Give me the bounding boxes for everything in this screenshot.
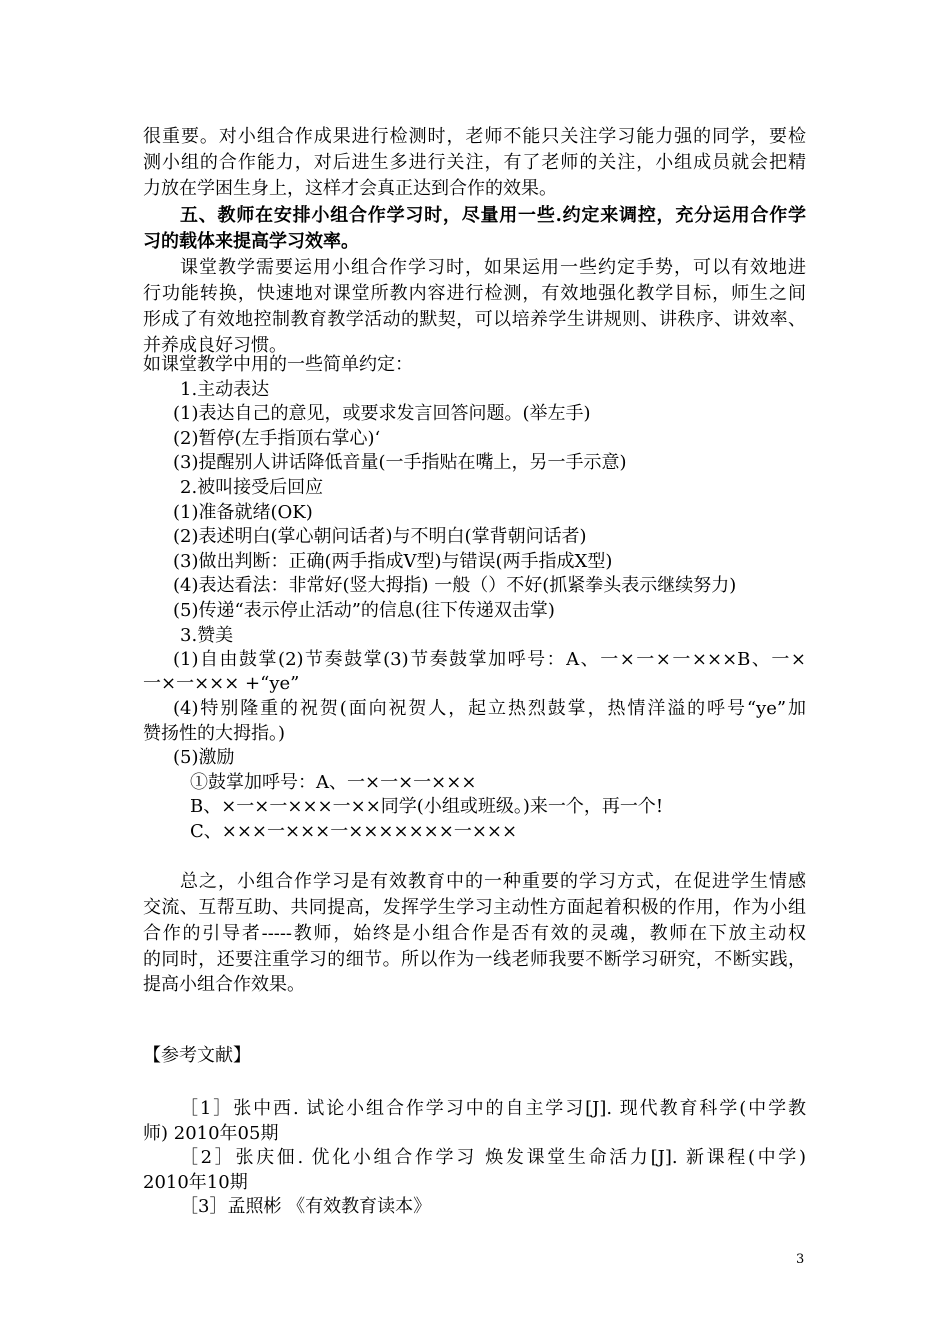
list-item: (1)自由鼓掌(2)节奏鼓掌(3)节奏鼓掌加呼号：A、一×一×一×××B、一× — [173, 649, 806, 670]
reference-item: ［3］孟照彬 《有效教育读本》 — [180, 1196, 432, 1217]
body-line: 行功能转换，快速地对课堂所教内容进行检测，有效地强化教学目标，师生之间 — [143, 283, 806, 304]
body-line: 提高小组合作效果。 — [143, 974, 305, 995]
body-line: 合作的引导者-----教师，始终是小组合作是否有效的灵魂，教师在下放主动权 — [143, 923, 806, 944]
body-line: 测小组的合作能力，对后进生多进行关注，有了老师的关注，小组成员就会把精 — [143, 152, 806, 173]
section-heading: 五、教师在安排小组合作学习时，尽量用一些.约定来调控，充分运用合作学 — [180, 205, 806, 226]
list-heading: 2.被叫接受后回应 — [180, 477, 324, 498]
list-item: 赞扬性的大拇指。) — [143, 723, 286, 744]
reference-item: 2010年10期 — [143, 1172, 248, 1193]
body-line: 如课堂教学中用的一些简单约定： — [143, 354, 413, 375]
list-heading: 3.赞美 — [180, 625, 234, 646]
list-item: (2)暂停(左手指顶右掌心)‘ — [173, 428, 381, 449]
references-heading: 【参考文献】 — [143, 1045, 251, 1066]
reference-item: ［2］张庆佃. 优化小组合作学习 焕发课堂生命活力[J]. 新课程(中学) — [180, 1147, 806, 1168]
list-item: (1)表达自己的意见，或要求发言回答问题。(举左手) — [173, 403, 591, 424]
reference-item: 师) 2010年05期 — [143, 1123, 279, 1144]
page-number: 3 — [796, 1252, 805, 1267]
body-line: 并养成良好习惯。 — [143, 335, 287, 356]
reference-item: ［1］张中西. 试论小组合作学习中的自主学习[J]. 现代教育科学(中学教 — [180, 1098, 806, 1119]
body-line: 总之，小组合作学习是有效教育中的一种重要的学习方式，在促进学生情感 — [180, 871, 806, 892]
list-item: (1)准备就绪(OK) — [173, 502, 313, 523]
body-line: 课堂教学需要运用小组合作学习时，如果运用一些约定手势，可以有效地进 — [180, 257, 806, 278]
list-item: (4)表达看法：非常好(竖大拇指) 一般（）不好(抓紧拳头表示继续努力) — [173, 575, 737, 596]
list-item: 一×一××× +“ye” — [143, 673, 300, 694]
body-line: 形成了有效地控制教育教学活动的默契，可以培养学生讲规则、讲秩序、讲效率、 — [143, 309, 806, 330]
section-heading: 习的载体来提高学习效率。 — [143, 231, 359, 252]
list-item: B、×一×一×××一××同学(小组或班级。)来一个，再一个! — [190, 796, 664, 817]
list-item: ①鼓掌加呼号：A、一×一×一××× — [190, 772, 477, 793]
list-item: (3)提醒别人讲话降低音量(一手指贴在嘴上，另一手示意) — [173, 452, 627, 473]
list-item: (2)表述明白(掌心朝问话者)与不明白(掌背朝问话者) — [173, 526, 587, 547]
list-item: (5)传递“表示停止活动”的信息(往下传递双击掌) — [173, 600, 555, 621]
list-item: C、×××一×××一×××××××一××× — [190, 821, 518, 842]
body-line: 交流、互帮互助、共同提高，发挥学生学习主动性方面起着积极的作用，作为小组 — [143, 897, 806, 918]
list-item: (4)特别隆重的祝贺(面向祝贺人，起立热烈鼓掌，热情洋溢的呼号“ye”加 — [173, 698, 806, 719]
list-item: (3)做出判断：正确(两手指成Ⅴ型)与错误(两手指成Ⅹ型) — [173, 551, 613, 572]
body-line: 力放在学困生身上，这样才会真正达到合作的效果。 — [143, 178, 557, 199]
body-line: 的同时，还要注重学习的细节。所以作为一线老师我要不断学习研究，不断实践， — [143, 949, 806, 970]
list-item: (5)激励 — [173, 747, 235, 768]
list-heading: 1.主动表达 — [180, 379, 270, 400]
body-line: 很重要。对小组合作成果进行检测时，老师不能只关注学习能力强的同学，要检 — [143, 126, 806, 147]
